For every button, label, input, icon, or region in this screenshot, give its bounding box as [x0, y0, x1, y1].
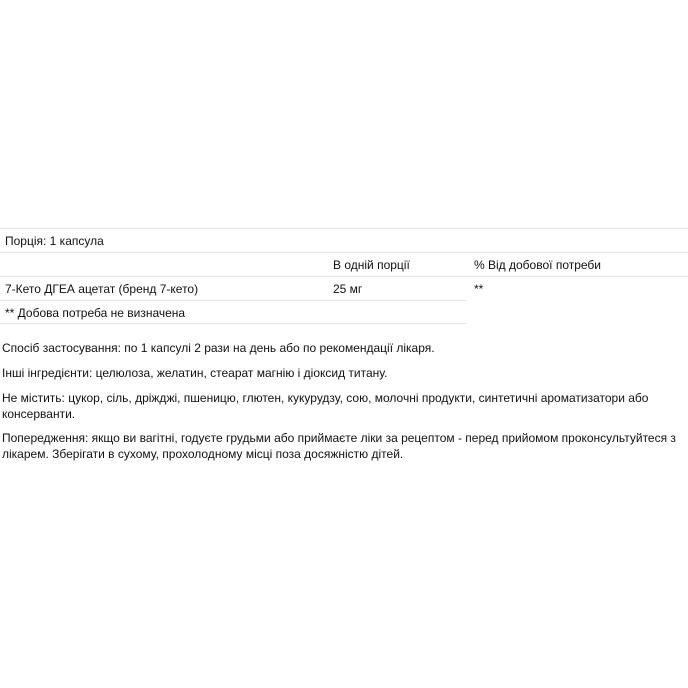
ingredient-name: 7-Кето ДГЕА ацетат (бренд 7-кето): [5, 282, 199, 296]
table-row: [0, 276, 688, 300]
table-header-row: [0, 252, 688, 276]
usage-instructions: Спосіб застосування: по 1 капсулі 2 рази на день або по рекомендації лікаря.: [2, 341, 435, 355]
other-ingredients: Інші інгредієнти: целюлоза, желатин, стеарат магнію і діоксид титану.: [2, 366, 388, 380]
daily-value-footnote-row: [0, 300, 466, 324]
daily-value-footnote: ** Добова потреба не визначена: [5, 306, 186, 320]
ingredient-amount: 25 мг: [333, 282, 363, 296]
serving-size-row: [0, 228, 688, 252]
warning-statement: Попередження: якщо ви вагітні, годуєте грудьми або приймаєте ліки за рецептом - перед прийомом проконсультуйтеся з лікарем. Зберігати в сухому, прохолодному місці поза досяжністю дітей.: [2, 431, 676, 461]
daily-value-header: % Від добової потреби: [474, 258, 602, 272]
supplement-facts-table: [0, 228, 688, 324]
per-serving-header: В одній порції: [333, 258, 410, 272]
ingredient-daily-value: **: [474, 282, 484, 296]
serving-size-label: Порція: 1 капсула: [5, 234, 104, 248]
free-from-statement: Не містить: цукор, сіль, дріжджі, пшеницю, глютен, кукурудзу, сою, молочні продукти, синтетичні ароматизатори або консерванти.: [2, 391, 649, 421]
